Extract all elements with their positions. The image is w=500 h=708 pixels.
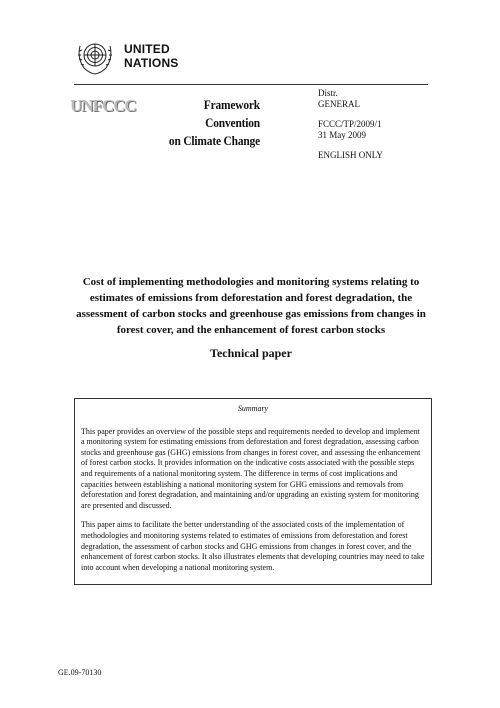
distr-label: Distr. xyxy=(318,88,338,98)
document-symbol: FCCC/TP/2009/1 xyxy=(318,119,382,129)
document-title: Cost of implementing methodologies and monitoring systems relating to estimates of emissions from deforestation and forest degradation, the assessment of carbon stocks and greenhouse gas emissions from changes in forest cover, and the enhancement of forest carbon stocks xyxy=(76,276,426,336)
document-metadata xyxy=(318,88,383,161)
convention-title xyxy=(154,96,260,150)
distr-general: GENERAL xyxy=(318,99,360,109)
summary-heading: Summary xyxy=(237,404,269,413)
org-name xyxy=(124,42,179,70)
header-rule xyxy=(74,84,428,85)
unfccc-logo: UNFCCC xyxy=(70,96,136,115)
document-subtitle: Technical paper xyxy=(210,346,292,360)
document-date: 31 May 2009 xyxy=(318,130,366,140)
summary-paragraph-1: This paper provides an overview of the possible steps and requirements needed to develop and implement a monitoring system for estimating emissions from deforestation and forest degradation, assessing carbon stocks and greenhouse gas (GHG) emissions from changes in forest cover, and assessing the enhancement of forest carbon stocks. It provides information on the indicative costs associated with the possible steps and requirements of a national monitoring system. The difference in terms of cost implications and capacities between establishing a national monitoring system for GHG emissions and removals from deforestation and forest degradation, and maintaining and/or upgrading an existing system for monitoring are presented and discussed. xyxy=(81,426,421,510)
convention-title-line1: Framework Convention xyxy=(203,97,260,130)
un-emblem-icon xyxy=(74,36,116,78)
org-name-line1: UNITED xyxy=(124,42,170,56)
convention-title-line2: on Climate Change xyxy=(168,133,260,148)
document-language: ENGLISH ONLY xyxy=(318,150,383,160)
summary-box xyxy=(74,398,432,585)
summary-paragraph-2: This paper aims to facilitate the better understanding of the associated costs of the implementation of methodologies and monitoring systems related to estimates of emissions from deforestation and forest degradation, the assessment of carbon stocks and GHG emissions from changes in forest cover, and the enhancement of forest carbon stocks. It also illustrates elements that developing countries may need to take into account when developing a national monitoring system. xyxy=(81,520,425,572)
org-name-line2: NATIONS xyxy=(124,56,179,70)
footer-code: GE.09-70130 xyxy=(58,668,102,677)
